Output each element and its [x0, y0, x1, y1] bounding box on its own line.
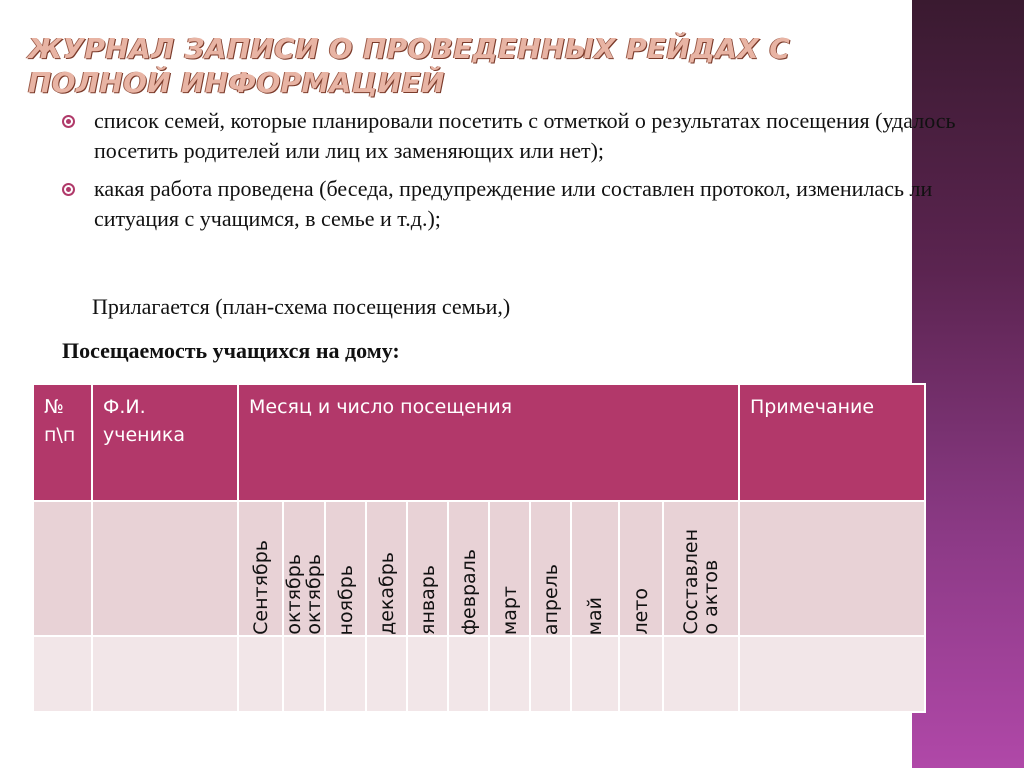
month-label: Составлен о актов	[680, 529, 722, 635]
header-note: Примечание	[739, 384, 925, 501]
month-label: январь	[416, 565, 439, 635]
table-cell	[739, 501, 925, 636]
table-cell	[33, 501, 92, 636]
table-cell	[92, 636, 238, 712]
table-cell	[366, 636, 407, 712]
table-cell	[663, 636, 739, 712]
month-label: декабрь	[375, 552, 398, 635]
month-cell	[489, 501, 530, 636]
month-label: май	[584, 596, 606, 635]
month-label: март	[498, 585, 521, 635]
month-cell	[366, 501, 407, 636]
month-cell	[619, 501, 663, 636]
month-cell	[238, 501, 283, 636]
bullet-icon	[62, 183, 75, 196]
table-cell	[92, 501, 238, 636]
attached-text: Прилагается (план-схема посещения семьи,)	[92, 294, 511, 319]
month-cell	[407, 501, 448, 636]
bullet-item	[62, 106, 962, 166]
bullet-text: какая работа проведена (беседа, предупреждение или составлен протокол, изменилась ли ситуация с учащимся, в семье и т.д.);	[94, 176, 933, 231]
month-cell	[530, 501, 571, 636]
bullet-list	[62, 106, 962, 242]
month-label: октябрь октябрь	[283, 554, 325, 635]
table-cell	[283, 636, 325, 712]
month-label: Сентябрь	[249, 540, 272, 635]
header-visit-month: Месяц и число посещения	[238, 384, 739, 501]
table-cell	[238, 636, 283, 712]
table-cell	[325, 636, 366, 712]
month-cell	[571, 501, 619, 636]
month-label: февраль	[457, 548, 480, 635]
table-cell	[530, 636, 571, 712]
month-label: лето	[630, 588, 652, 635]
month-label: апрель	[539, 563, 562, 635]
table-cell	[619, 636, 663, 712]
table-cell	[33, 636, 92, 712]
table-cell	[489, 636, 530, 712]
header-number: № п\п	[33, 384, 92, 501]
slide-title: ЖУРНАЛ ЗАПИСИ О ПРОВЕДЕННЫХ РЕЙДАХ С ПОЛНОЙ ИНФОРМАЦИЕЙ	[28, 32, 791, 99]
month-cell	[325, 501, 366, 636]
header-student-name: Ф.И. ученика	[92, 384, 238, 501]
month-cell	[283, 501, 325, 636]
table-cell	[739, 636, 925, 712]
table-cell	[571, 636, 619, 712]
table-cell	[448, 636, 489, 712]
bullet-text: список семей, которые планировали посетить с отметкой о результатах посещения (удалось посетить родителей или лиц их заменяющих или нет);	[94, 108, 956, 163]
table-cell	[407, 636, 448, 712]
attendance-table	[32, 383, 926, 713]
bullet-icon	[62, 115, 75, 128]
month-label: ноябрь	[334, 564, 357, 635]
bullet-item	[62, 174, 962, 234]
month-cell	[663, 501, 739, 636]
attendance-heading: Посещаемость учащихся на дому:	[62, 338, 400, 363]
month-cell	[448, 501, 489, 636]
